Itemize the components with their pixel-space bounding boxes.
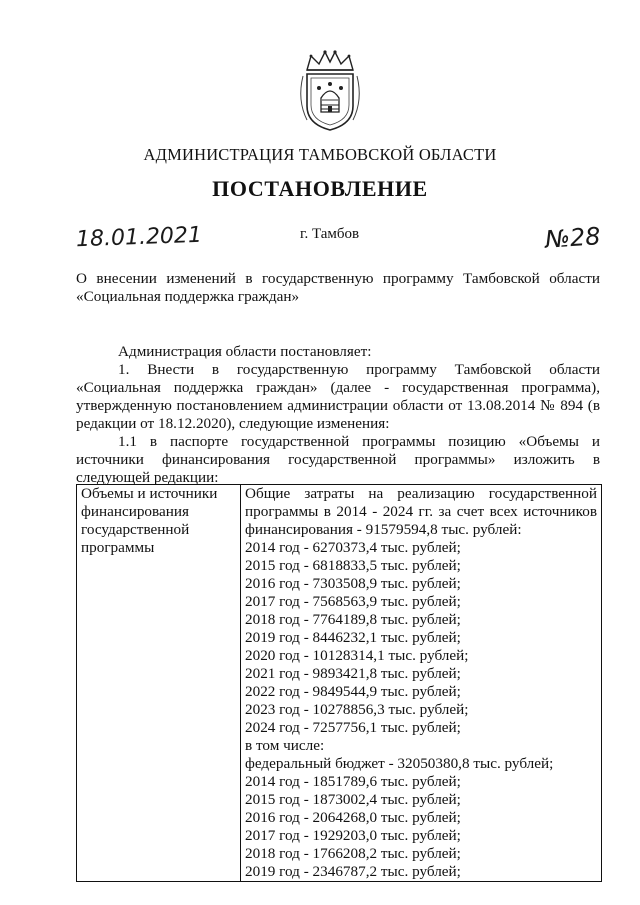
table-line: 2014 год - 6270373,4 тыс. рублей; [245,539,461,556]
table-line: 2015 год - 1873002,4 тыс. рублей; [245,791,461,808]
table-label-text: Объемы и источники финансирования государственной программы [81,485,218,556]
table-line: Общие затраты на реализацию государственной [245,485,597,502]
item-1-1-paragraph: 1.1 в паспорте государственной программы позицию «Объемы и источники финансирования государственной программы» изложить в следующей редакции: [76,433,600,486]
table-line: 2023 год - 10278856,3 тыс. рублей; [245,701,469,718]
table-line: 2018 год - 1766208,2 тыс. рублей; [245,845,461,862]
agency-name: АДМИНИСТРАЦИЯ ТАМБОВСКОЙ ОБЛАСТИ [143,145,497,164]
table-line: 2022 год - 9849544,9 тыс. рублей; [245,683,461,700]
table-line: финансирования - 91579594,8 тыс. рублей: [245,521,522,538]
table-line: 2016 год - 7303508,9 тыс. рублей; [245,575,461,592]
table-line: 2017 год - 1929203,0 тыс. рублей; [245,827,461,844]
table-line: 2020 год - 10128314,1 тыс. рублей; [245,647,469,664]
table-line: федеральный бюджет - 32050380,8 тыс. рублей; [245,755,554,772]
table-line: 2016 год - 2064268,0 тыс. рублей; [245,809,461,826]
table-line: 2014 год - 1851789,6 тыс. рублей; [245,773,461,790]
city-name: г. Тамбов [300,226,360,242]
table-line: 2015 год - 6818833,5 тыс. рублей; [245,557,461,574]
coat-of-arms-icon [295,48,365,132]
funding-table [76,484,602,882]
table-value-cell [241,485,602,882]
document-type-title: ПОСТАНОВЛЕНИЕ [212,176,428,201]
table-line: программы в 2014 - 2024 гг. за счет всех источников [245,503,597,520]
handwritten-document-number: №28 [544,222,602,254]
table-line: 2017 год - 7568563,9 тыс. рублей; [245,593,461,610]
table-line: 2019 год - 2346787,2 тыс. рублей; [245,863,461,880]
handwritten-date: 18.01.2021 [75,222,203,253]
table-label-cell [77,485,241,882]
table-line: в том числе: [245,737,325,754]
item-1-paragraph: 1. Внести в государственную программу Тамбовской области «Социальная поддержка граждан» (далее - государственная программа), утвержденную постановлением администрации области от 13.08.2014 № 894 (в редакции от 18.12.2020), следующие изменения: [76,361,600,432]
table-line: 2019 год - 8446232,1 тыс. рублей; [245,629,461,646]
document-subject: О внесении изменений в государственную программу Тамбовской области «Социальная поддержка граждан» [76,270,600,305]
intro-paragraph: Администрация области постановляет: [118,343,372,360]
table-line: 2024 год - 7257756,1 тыс. рублей; [245,719,461,736]
table-line: 2018 год - 7764189,8 тыс. рублей; [245,611,461,628]
document-body [76,343,600,487]
table-row [77,485,602,882]
table-line: 2021 год - 9893421,8 тыс. рублей; [245,665,461,682]
